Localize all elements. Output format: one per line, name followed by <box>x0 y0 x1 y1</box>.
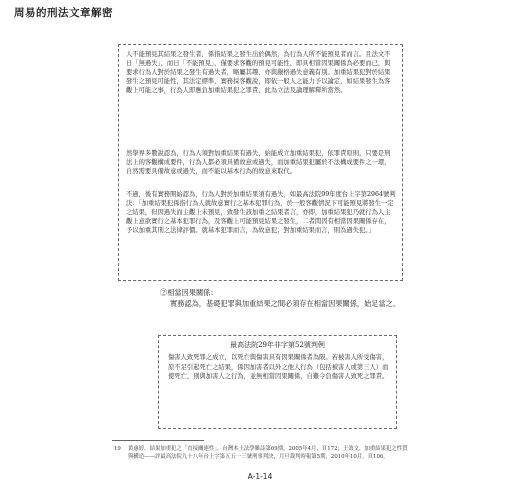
page-number: A-1-14 <box>247 472 273 481</box>
quote-paragraph-2: 然學界多數說認為，行為人須對加重結果有過失，始能成立加重結果犯，依罪責原則，只要是刑法上的客觀構成要件，行為人都必須具備故意或過失，而加重結果犯屬於不法構成要件之一環，自然需要具備故意或過失，而不能以基本行為的故意來取代。 <box>126 150 391 175</box>
section-heading: ②相當因果關係： <box>160 288 218 297</box>
footnote-divider <box>112 440 204 441</box>
running-header: 周易的刑法文章解密 <box>14 7 113 19</box>
precedent-title: 最高法院29年非字第52號判例 <box>230 341 325 349</box>
footnote-text: 黃惠婷，結果加重犯之「直接關連性」，台灣本土法學雜誌第69期，2005年4月，頁172；王效文，加重結果犯之性質與構造——評最高法院九十八年台上字第五五一三號刑事判決，月旦裁判時報第5期，2010年10月，頁106。 <box>128 446 408 460</box>
footnote-number: 19 <box>114 446 121 452</box>
quote-paragraph-1: 人不能預見其結果之發生者，係指結果之發生出於偶然，為行為人所不能預見者而言。且法文不日「無過失」，而日「不能預見」，僅要求客觀的預見可能性，即具相當因果關係為必要而已，與要求行為人對於結果之發生有過失者，略屬其趣，亦與嚴格過失意義有別。加重結果犯對於結果發生之預見可能性，其法定標準，實務採客觀說，即依一般人之能力予以論定，如結果發生為客觀上可能之事，行為人即應負加重結果犯之罪責，此為立法及論理解釋所當然。 <box>126 51 391 94</box>
precedent-text: 傷害人致死罪之成立，以死亡與傷害具有因果關係者為限。若被害人所受傷害，原不足引起死亡之結果，係因加害者以外之他人行為（包括被害人或第三人）而使死亡，則與加害人之行為，並無相當因果關係，自難令負傷害人致死之罪責。 <box>168 354 389 380</box>
quote-paragraph-3: 不過，後有實務開始認為，行為人對於加重結果須有過失，如最高法院99年度台上字第2964號判決：「加重結果犯係指行為人就故意實行之基本犯罪行為，於一般客觀情況下可能預見將發生一定之結果，但因過失而主觀上未預見，致發生該加重之結果者言，亦即，加重結果犯乃就行為人主觀上意欲實行之基本犯罪行為，及客觀上可能預見結果之發生，二者間因有相當因果關係存在，予以加重其刑之法律評價。就基本犯罪而言，為故意犯；對加重結果而言，則為過失犯。」 <box>126 191 396 234</box>
section-body: 實務認為，基礎犯罪與加重結果之間必須存在相當因果關係，始足當之。 <box>170 299 401 308</box>
